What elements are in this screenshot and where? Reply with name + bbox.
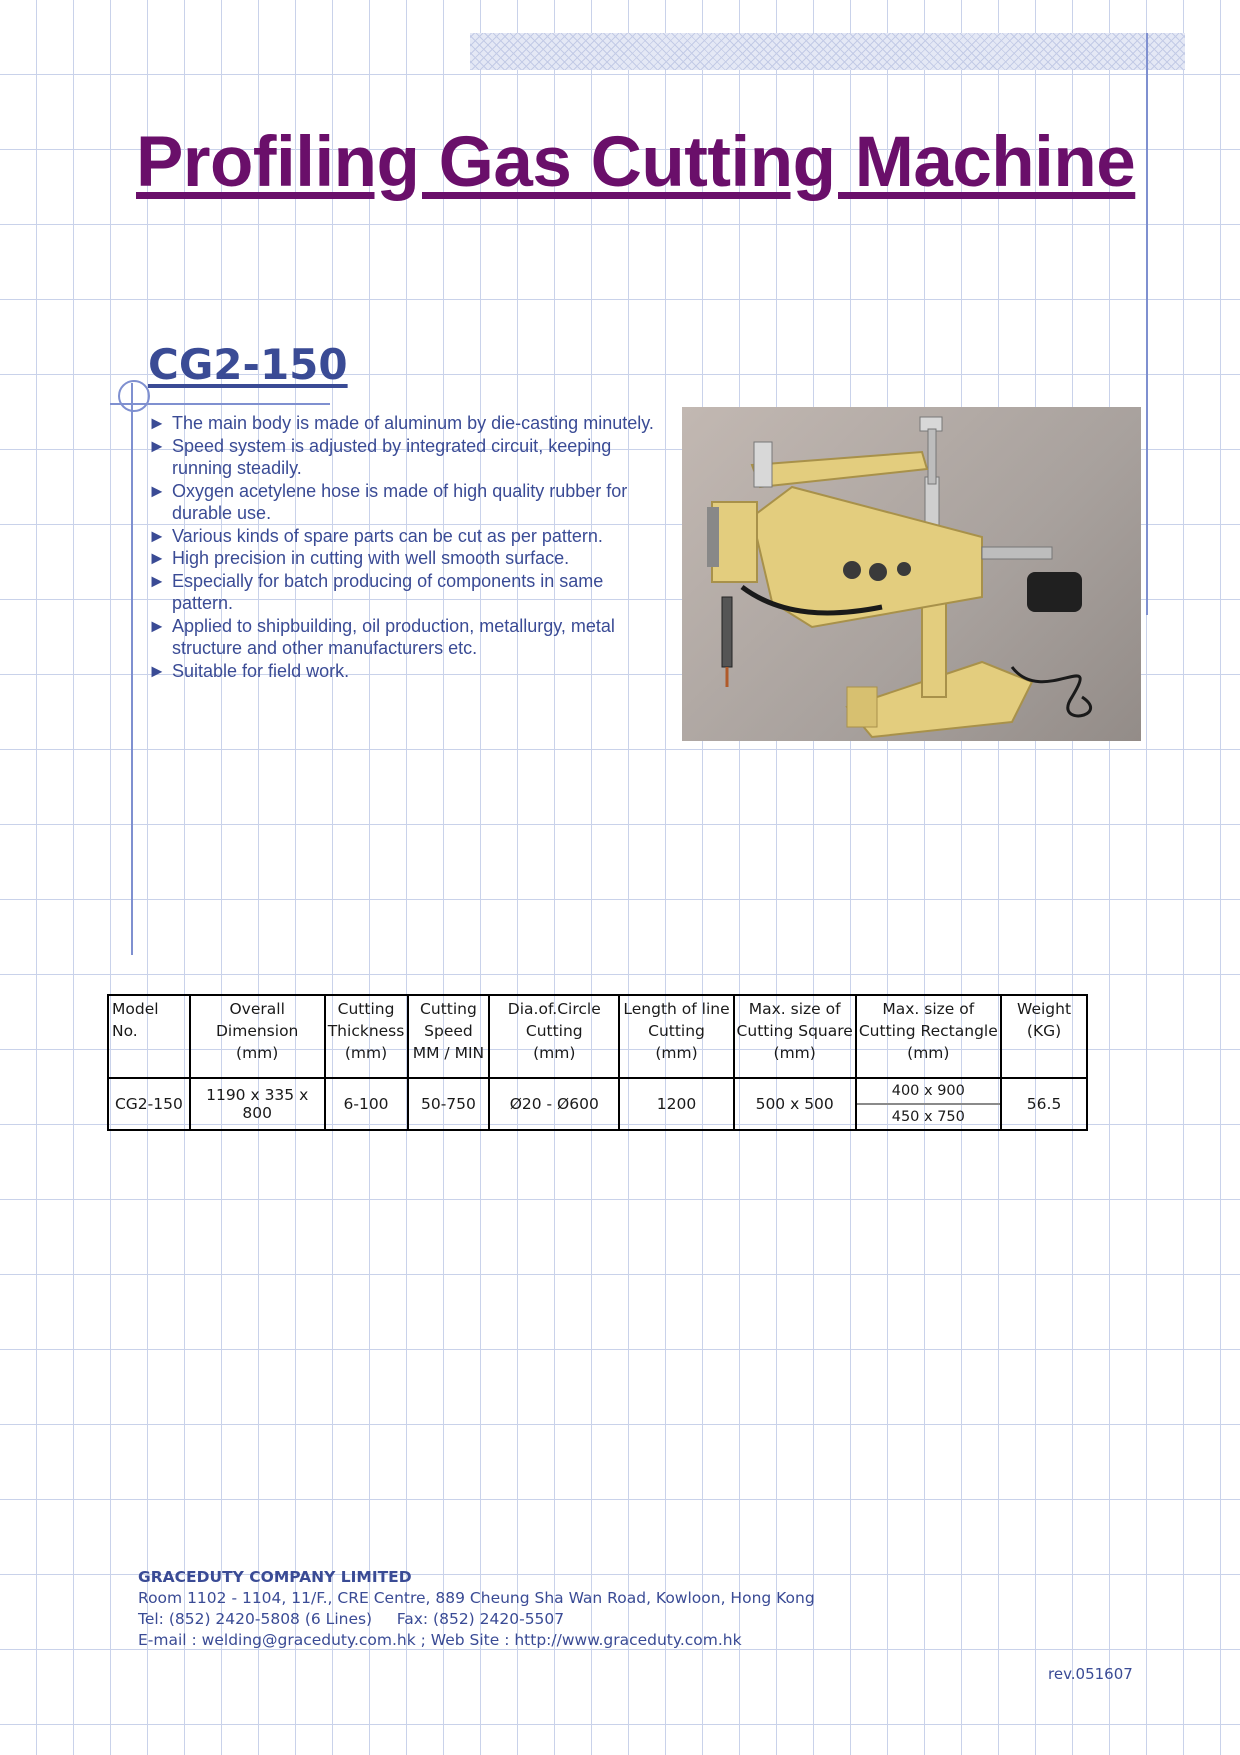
header-band <box>470 33 1185 70</box>
decorative-rule-left <box>131 383 133 955</box>
bullet-arrow-icon: ► <box>148 570 166 591</box>
table-row <box>108 1078 1087 1130</box>
cell-weight: 56.5 <box>1001 1078 1087 1130</box>
decorative-circle-icon <box>118 380 150 412</box>
revision-label: rev.051607 <box>1048 1665 1133 1683</box>
feature-text: Speed system is adjusted by integrated circuit, keeping running steadily. <box>172 435 612 478</box>
feature-item <box>148 547 668 570</box>
cell-circle: Ø20 - Ø600 <box>489 1078 619 1130</box>
company-address: Room 1102 - 1104, 11/F., CRE Centre, 889 Cheung Sha Wan Road, Kowloon, Hong Kong <box>138 1589 815 1607</box>
company-footer <box>138 1567 815 1651</box>
cell-square: 500 x 500 <box>734 1078 856 1130</box>
feature-text: Applied to shipbuilding, oil production, metallurgy, metal structure and other manufacturers etc. <box>172 615 615 658</box>
header-rectangle: Max. size of Cutting Rectangle (mm) <box>856 995 1002 1078</box>
feature-text: Suitable for field work. <box>172 660 350 681</box>
header-speed: Cutting Speed MM / MIN <box>408 995 490 1078</box>
company-phone: Tel: (852) 2420-5808 (6 Lines) Fax: (852) 2420-5507 <box>138 1610 565 1628</box>
bullet-arrow-icon: ► <box>148 480 166 501</box>
header-weight: Weight (KG) <box>1001 995 1087 1078</box>
feature-item <box>148 412 668 435</box>
cell-thickness: 6-100 <box>325 1078 408 1130</box>
table-header-row <box>108 995 1087 1078</box>
bullet-arrow-icon: ► <box>148 548 166 568</box>
feature-list <box>148 412 668 682</box>
bullet-arrow-icon: ► <box>148 413 166 433</box>
company-contact: E-mail : welding@graceduty.com.hk ; Web Site : http://www.graceduty.com.hk <box>138 1631 742 1649</box>
header-model: Model No. <box>108 995 190 1078</box>
feature-item <box>148 480 668 525</box>
cell-speed: 50-750 <box>408 1078 490 1130</box>
model-heading: CG2-150 <box>148 340 348 389</box>
feature-item <box>148 660 668 683</box>
bullet-arrow-icon: ► <box>148 525 166 546</box>
header-dimension: Overall Dimension (mm) <box>190 995 325 1078</box>
decorative-rule-right <box>1146 33 1148 615</box>
company-name: GRACEDUTY COMPANY LIMITED <box>138 1568 412 1586</box>
feature-item <box>148 525 668 548</box>
gas-cutting-machine-illustration <box>682 407 1141 741</box>
feature-item <box>148 615 668 660</box>
cell-rectangle <box>856 1078 1002 1130</box>
feature-text: The main body is made of aluminum by die-casting minutely. <box>172 413 654 433</box>
bullet-arrow-icon: ► <box>148 435 166 456</box>
heading-rule <box>110 403 330 405</box>
page-title: Profiling Gas Cutting Machine <box>136 123 1136 202</box>
rectangle-size-2: 450 x 750 <box>891 1109 965 1125</box>
feature-item <box>148 435 668 480</box>
cell-dimension: 1190 x 335 x 800 <box>190 1078 325 1130</box>
header-square: Max. size of Cutting Square (mm) <box>734 995 856 1078</box>
rectangle-size-1: 400 x 900 <box>857 1079 1001 1105</box>
cell-model: CG2-150 <box>108 1078 190 1130</box>
bullet-arrow-icon: ► <box>148 660 166 681</box>
feature-text: High precision in cutting with well smooth surface. <box>172 548 570 568</box>
feature-text: Oxygen acetylene hose is made of high quality rubber for durable use. <box>172 480 628 523</box>
feature-item <box>148 570 668 615</box>
header-circle: Dia.of.Circle Cutting (mm) <box>489 995 619 1078</box>
feature-text: Various kinds of spare parts can be cut as per pattern. <box>172 525 603 546</box>
header-line-length: Length of line Cutting (mm) <box>619 995 734 1078</box>
specification-table <box>107 994 1088 1131</box>
cell-line-length: 1200 <box>619 1078 734 1130</box>
feature-text: Especially for batch producing of components in same pattern. <box>172 570 604 613</box>
bullet-arrow-icon: ► <box>148 615 166 636</box>
header-thickness: Cutting Thickness (mm) <box>325 995 408 1078</box>
machine-photo <box>682 407 1141 741</box>
